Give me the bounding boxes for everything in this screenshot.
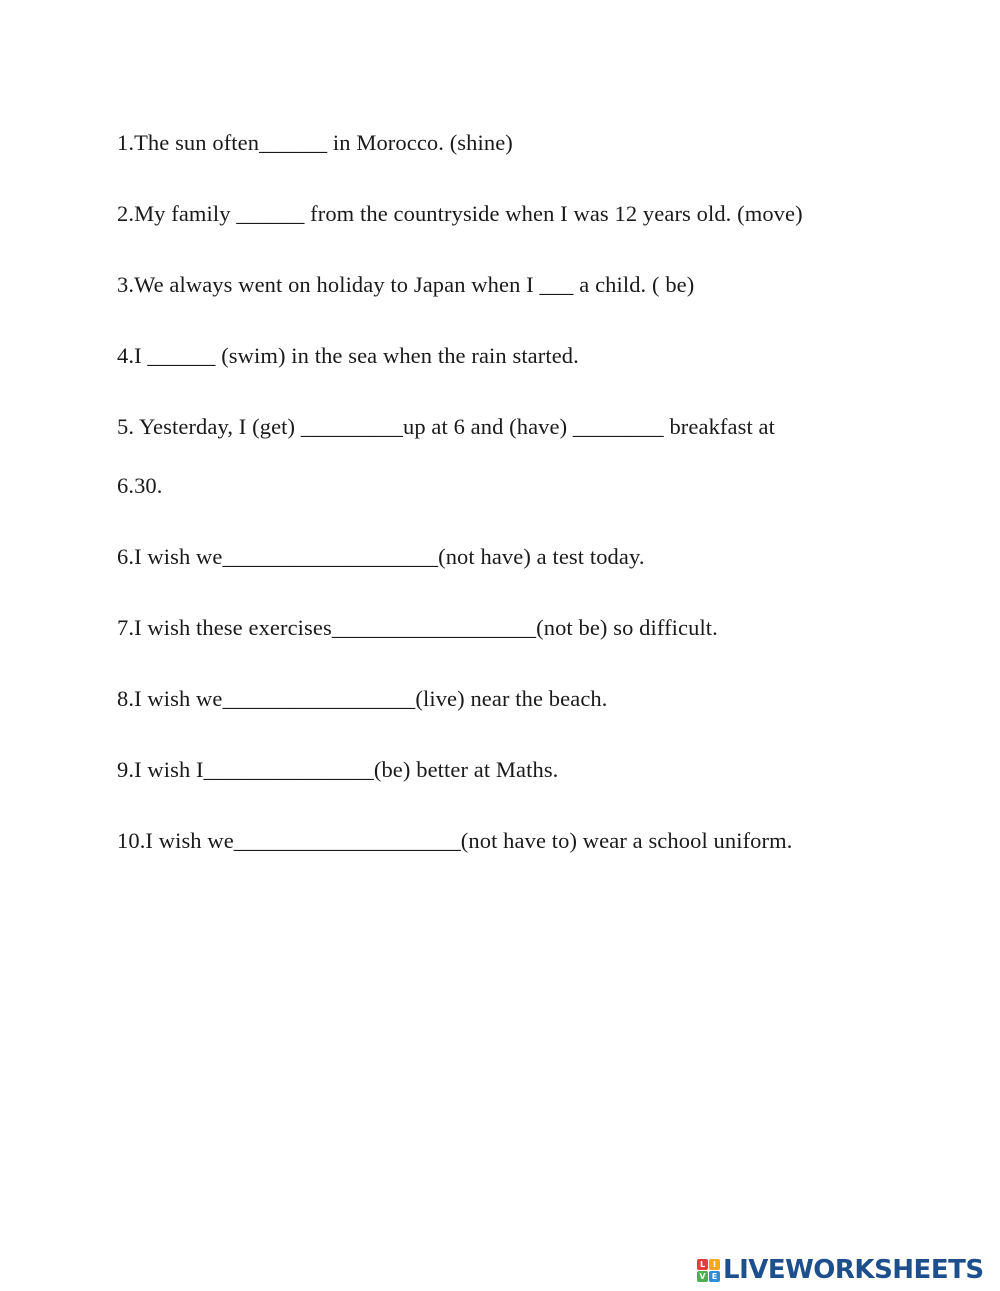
exercise-5: 5. Yesterday, I (get) _________up at 6 and (have) ________ breakfast at	[117, 414, 775, 439]
exercise-5-continued: 6.30.	[117, 473, 163, 498]
exercise-3: 3.We always went on holiday to Japan when I ___ a child. ( be)	[117, 272, 695, 297]
exercise-1: 1.The sun often______ in Morocco. (shine)	[117, 130, 513, 155]
logo-block-v: V	[697, 1271, 708, 1282]
exercise-6: 6.I wish we___________________(not have) a test today.	[117, 544, 645, 569]
logo-block-l: L	[697, 1259, 708, 1270]
exercise-9: 9.I wish I_______________(be) better at Maths.	[117, 757, 559, 782]
exercise-7: 7.I wish these exercises__________________(not be) so difficult.	[117, 615, 718, 640]
logo-block-e: E	[709, 1271, 720, 1282]
logo-text: LIVEWORKSHEETS	[723, 1255, 984, 1285]
exercise-8: 8.I wish we_________________(live) near the beach.	[117, 686, 608, 711]
exercise-2: 2.My family ______ from the countryside when I was 12 years old. (move)	[117, 201, 803, 226]
logo-block-i: I	[709, 1259, 720, 1270]
exercise-10: 10.I wish we____________________(not have to) wear a school uniform.	[117, 828, 793, 853]
exercise-4: 4.I ______ (swim) in the sea when the rain started.	[117, 343, 579, 368]
logo-blocks-icon	[697, 1259, 720, 1282]
liveworksheets-logo	[697, 1255, 984, 1285]
